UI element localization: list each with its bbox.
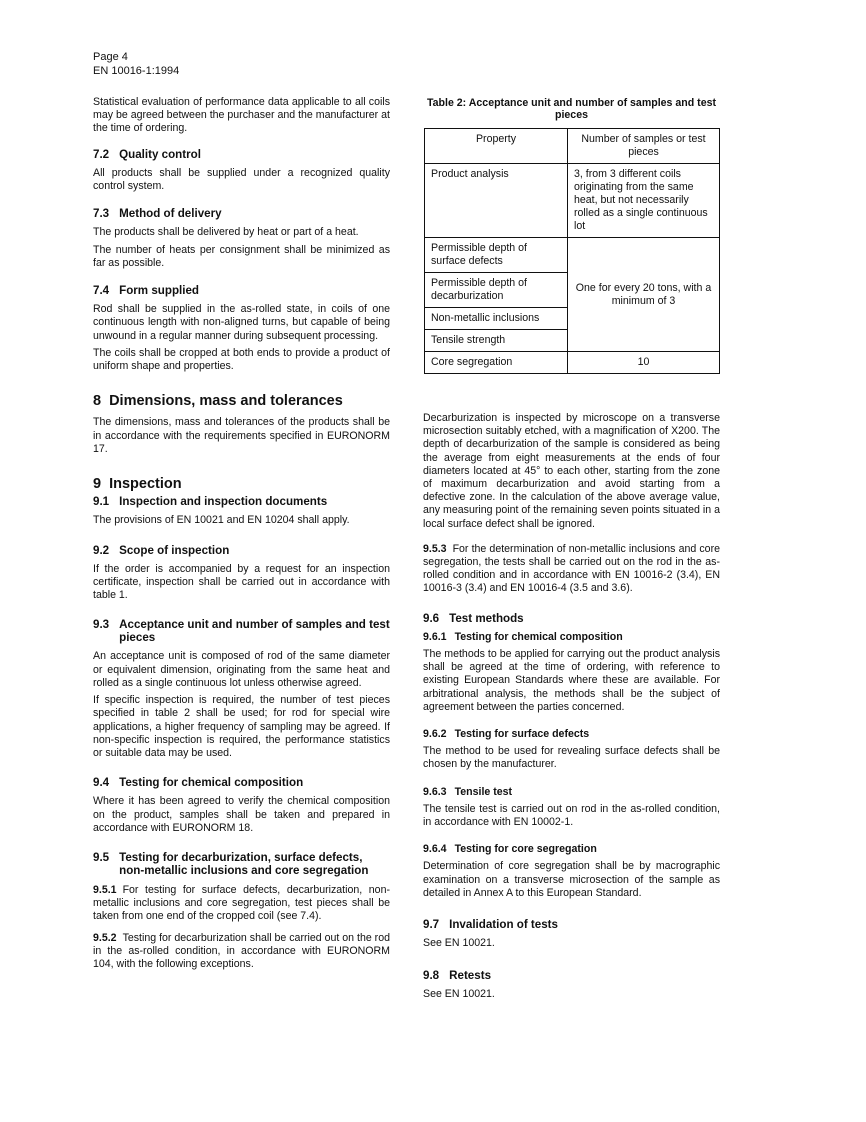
cell-property: Core segregation [425, 352, 568, 374]
paragraph: The method to be used for revealing surface defects shall be chosen by the manufacturer. [423, 745, 720, 771]
cell-value: 3, from 3 different coils originating from the same heat, but not necessarily rolled as a single continuous lot [568, 164, 720, 238]
header-samples: Number of samples or test pieces [568, 129, 720, 164]
table-row [425, 238, 720, 273]
heading-9-6-1: 9.6.1 Testing for chemical composition [423, 630, 623, 643]
paragraph: If specific inspection is required, the number of test pieces specified in table 2 shall be used; for rod for special wire applications, a higher frequency of sampling may be agreed. If non-specific inspection is required, the performance statistics or suitable data may be used. [93, 694, 390, 759]
paragraph-9-5-1: 9.5.1 For testing for surface defects, decarburization, non-metallic inclusions and core segregation, test pieces shall be taken from one end of the cropped coil (see 7.4). [93, 883, 390, 923]
left-column [93, 96, 390, 975]
cell-value: One for every 20 tons, with a minimum of 3 [568, 238, 720, 352]
table-2 [424, 128, 720, 374]
cell-property: Permissible depth of surface defects [425, 238, 568, 273]
cell-value: 10 [568, 352, 720, 374]
paragraph-9-5-3: 9.5.3 For the determination of non-metallic inclusions and core segregation, the tests shall be carried out on the rod in the as-rolled condition and in accordance with EN 10016-2 (3.4), EN 10016-3 (3.4) and EN 10016-4 (3.5 and 3.6). [423, 542, 720, 595]
paragraph: The provisions of EN 10021 and EN 10204 shall apply. [93, 514, 350, 527]
table-row [425, 164, 720, 238]
right-column [423, 412, 720, 1005]
paragraph: The coils shall be cropped at both ends to provide a product of uniform shape and properties. [93, 346, 390, 373]
paragraph-9-5-2: 9.5.2 Testing for decarburization shall be carried out on the rod in the as-rolled condition, in accordance with EURONORM 104, with the following exceptions. [93, 931, 390, 970]
paragraph: An acceptance unit is composed of rod of the same diameter or equivalent dimension, originating from the same heat and rolled as a single continuous lot unless otherwise agreed. [93, 650, 390, 689]
intro-paragraph: Statistical evaluation of performance data applicable to all coils may be agreed between the purchaser and the manufacturer at the time of ordering. [93, 96, 390, 135]
paragraph: The number of heats per consignment shall be minimized as far as possible. [93, 243, 390, 269]
paragraph: The dimensions, mass and tolerances of the products shall be in accordance with the requirements specified in EURONORM 17. [93, 416, 390, 455]
heading-7-4: 7.4 Form supplied [93, 284, 199, 298]
paragraph: The tensile test is carried out on rod in the as-rolled condition, in accordance with EN 10002-1. [423, 802, 720, 829]
paragraph: The products shall be delivered by heat or part of a heat. [93, 226, 359, 239]
standard-id: EN 10016-1:1994 [93, 65, 180, 77]
header-property: Property [425, 129, 568, 164]
heading-9-8: 9.8 Retests [423, 968, 492, 982]
decarburization-paragraph: Decarburization is inspected by microscope on a transverse microsection suitably etched, with a magnification of X200. The depth of decarburization of the sample is considered as being the average from eight measurements at the ends of four diameters located at 45° to each other, starting from the zone of maximum decarburization and avoid starting from a defective zone. In the calculation of the above average value, any measuring point of the remaining seven points situated in a local surface defect shall be ignored. [423, 412, 720, 530]
heading-9-6-2: 9.6.2 Testing for surface defects [423, 728, 590, 741]
heading-7-2: 7.2 Quality control [93, 147, 201, 161]
paragraph: See EN 10021. [423, 987, 495, 1000]
paragraph: Where it has been agreed to verify the chemical composition on the product, samples shall be taken and prepared in accordance with EURONORM 18. [93, 795, 390, 834]
heading-9-3: 9.3 Acceptance unit and number of samples and test pieces [93, 618, 390, 645]
heading-9-1: 9.1 Inspection and inspection documents [93, 495, 328, 509]
paragraph: The methods to be applied for carrying out the product analysis shall be agreed at the time of ordering, with reference to existing European Standards where these are available. For arbitrational analysis, the methods shall be the subject of agreement between the parties concerned. [423, 648, 720, 713]
paragraph: If the order is accompanied by a request for an inspection certificate, inspection shall be carried out in accordance with table 1. [93, 562, 390, 602]
heading-8: 8 Dimensions, mass and tolerances [93, 393, 343, 410]
paragraph: Determination of core segregation shall be by macrographic examination on a transverse microsection of the sample as detailed in Annex A to this European Standard. [423, 860, 720, 899]
paragraph: See EN 10021. [423, 937, 495, 950]
heading-9-6-4: 9.6.4 Testing for core segregation [423, 843, 597, 856]
page-number: Page 4 [93, 51, 128, 63]
paragraph: All products shall be supplied under a recognized quality control system. [93, 166, 390, 193]
heading-9-5: 9.5 Testing for decarburization, surface defects, non-metallic inclusions and core segregation [93, 850, 369, 878]
heading-7-3: 7.3 Method of delivery [93, 207, 222, 221]
heading-9: 9 Inspection [93, 476, 182, 493]
heading-9-4: 9.4 Testing for chemical composition [93, 776, 304, 790]
table-header-row [425, 129, 720, 164]
table-row [425, 352, 720, 374]
heading-9-7: 9.7 Invalidation of tests [423, 918, 558, 932]
heading-9-6: 9.6 Test methods [423, 611, 524, 625]
cell-property: Permissible depth of decarburization [425, 273, 568, 308]
cell-property: Non-metallic inclusions [425, 308, 568, 330]
cell-property: Product analysis [425, 164, 568, 238]
page-header [93, 50, 179, 78]
table-2-caption: Table 2: Acceptance unit and number of samples and test pieces [426, 97, 717, 121]
paragraph: Rod shall be supplied in the as-rolled state, in coils of one continuous length with non-aligned turns, but capable of being unwound in a regular manner during subsequent processing. [93, 303, 390, 342]
cell-property: Tensile strength [425, 330, 568, 352]
heading-9-6-3: 9.6.3 Tensile test [423, 785, 513, 798]
heading-9-2: 9.2 Scope of inspection [93, 543, 230, 557]
